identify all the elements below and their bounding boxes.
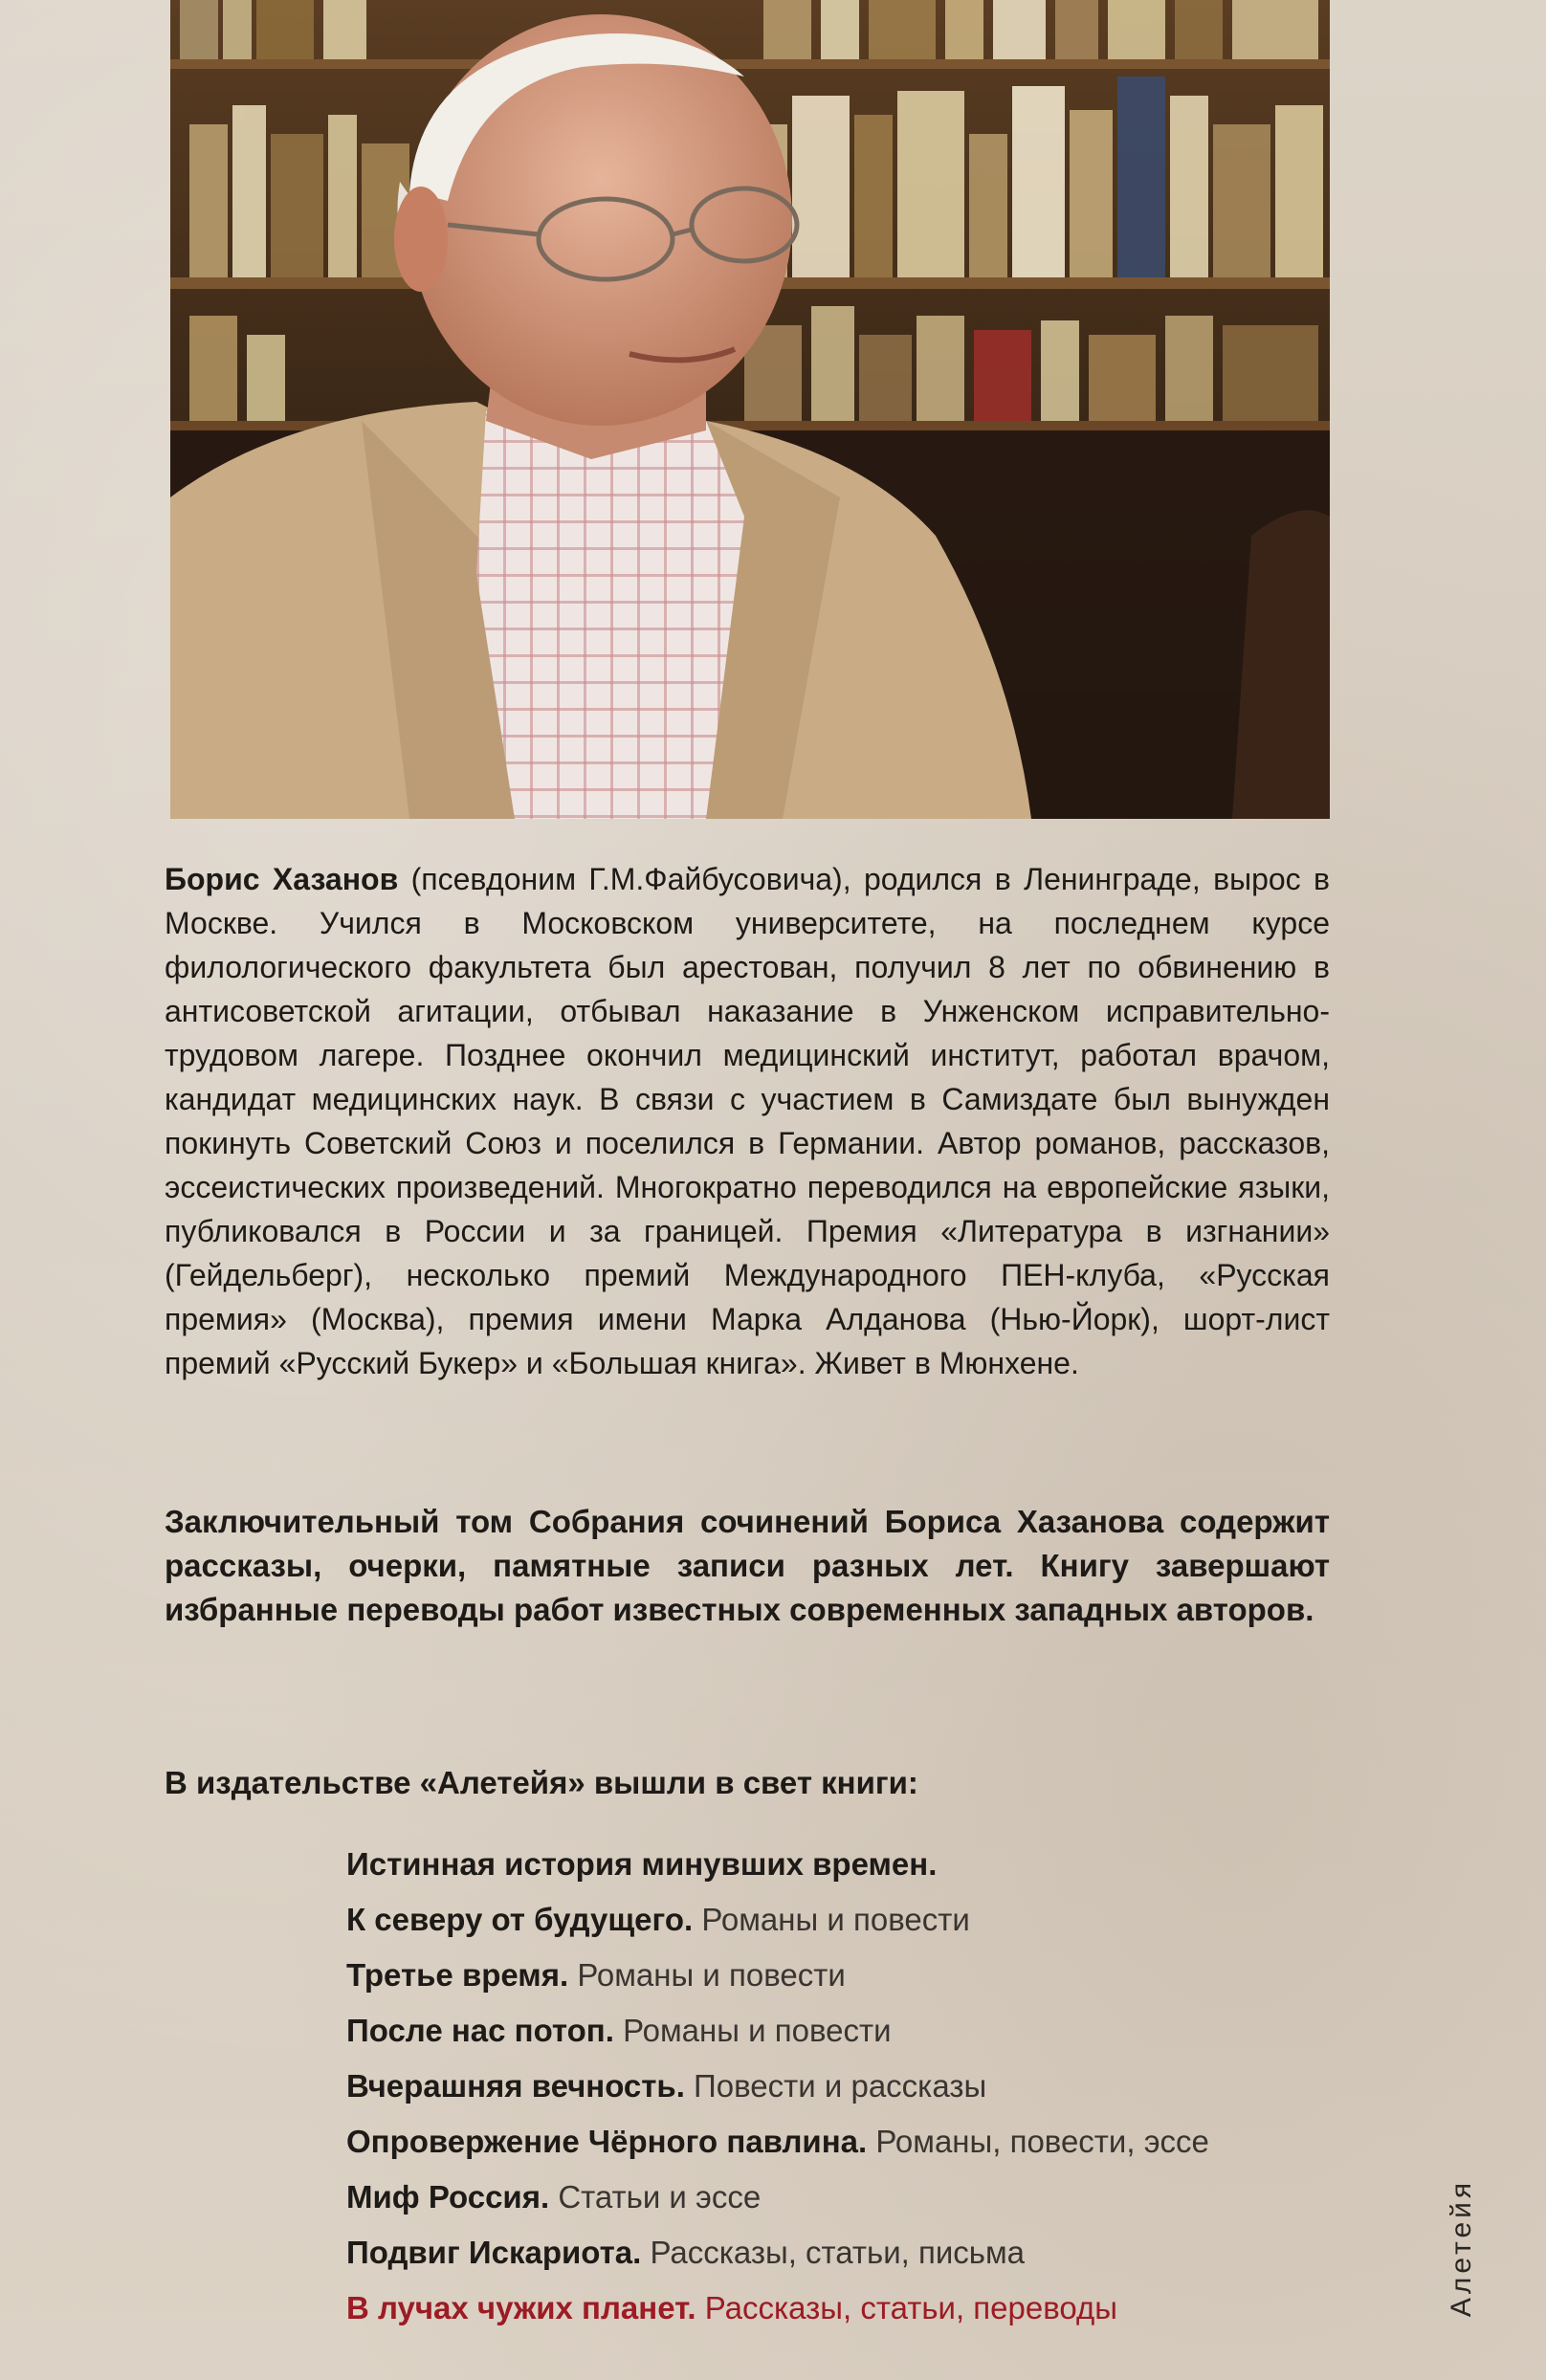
book-item	[346, 2114, 1209, 2170]
book-title: К северу от будущего.	[346, 1902, 694, 1937]
published-books-list	[346, 1837, 1209, 2336]
biography-text: (псевдоним Г.М.Файбусовича), родился в Ленинграде, вырос в Москве. Учился в Московском университете, на последнем курсе филологического факультета был арестован, получил 8 лет по обвинению в антисоветской агитации, отбывал наказание в Унженском исправительно-трудовом лагере. Позднее окончил медицинский институт, работал врачом, кандидат медицинских наук. В связи с участием в Самиздате был вынужден покинуть Советский Союз и поселился в Германии. Автор романов, рассказов, эссеистических произведений. Многократно переводился на европейские языки, публиковался в России и за границей. Премия «Литература в изгнании» (Гейдельберг), несколько премий Международного ПЕН-клуба, «Русская премия» (Москва), премия имени Марка Алданова (Нью-Йорк), шорт-лист премий «Русский Букер» и «Большая книга». Живет в Мюнхене.	[165, 862, 1331, 1380]
author-photo-illustration	[170, 0, 1330, 819]
book-genre: Романы и повести	[568, 1957, 846, 1993]
book-item	[346, 2003, 1209, 2059]
book-title: Миф Россия.	[346, 2179, 550, 2215]
book-title: Вчерашняя вечность.	[346, 2068, 685, 2104]
author-photo	[170, 0, 1330, 819]
book-genre: Статьи и эссе	[549, 2179, 762, 2215]
book-item	[346, 1948, 1209, 2003]
book-title: Истинная история минувших времен.	[346, 1846, 938, 1882]
book-title: После нас потоп.	[346, 2013, 614, 2048]
book-genre: Повести и рассказы	[684, 2068, 987, 2104]
publisher-name: Алетейя	[1446, 2178, 1478, 2318]
book-genre: Романы, повести, эссе	[867, 2124, 1209, 2159]
book-item	[346, 1837, 1209, 1892]
published-books-heading: В издательстве «Алетейя» вышли в свет книги:	[165, 1765, 918, 1800]
publisher-spine-label	[1441, 2143, 1483, 2353]
book-item-current	[346, 2281, 1209, 2336]
book-genre: Романы и повести	[693, 1902, 970, 1937]
book-item	[346, 1892, 1209, 1948]
book-item	[346, 2059, 1209, 2114]
book-title: Подвиг Искариота.	[346, 2235, 642, 2270]
book-genre: Рассказы, статьи, письма	[641, 2235, 1026, 2270]
author-name: Борис Хазанов	[165, 862, 399, 896]
book-item	[346, 2170, 1209, 2225]
book-title: Третье время.	[346, 1957, 569, 1993]
author-biography	[165, 857, 1330, 1385]
book-genre: Романы и повести	[613, 2013, 892, 2048]
volume-summary: Заключительный том Собрания сочинений Бориса Хазанова содержит рассказы, очерки, памятные записи разных лет. Книгу завершают избранные переводы работ известных современных западных авторов.	[165, 1504, 1330, 1627]
book-title: В лучах чужих планет.	[346, 2290, 696, 2325]
book-genre: Рассказы, статьи, переводы	[696, 2290, 1117, 2325]
book-item	[346, 2225, 1209, 2281]
book-title: Опровержение Чёрного павлина.	[346, 2124, 868, 2159]
